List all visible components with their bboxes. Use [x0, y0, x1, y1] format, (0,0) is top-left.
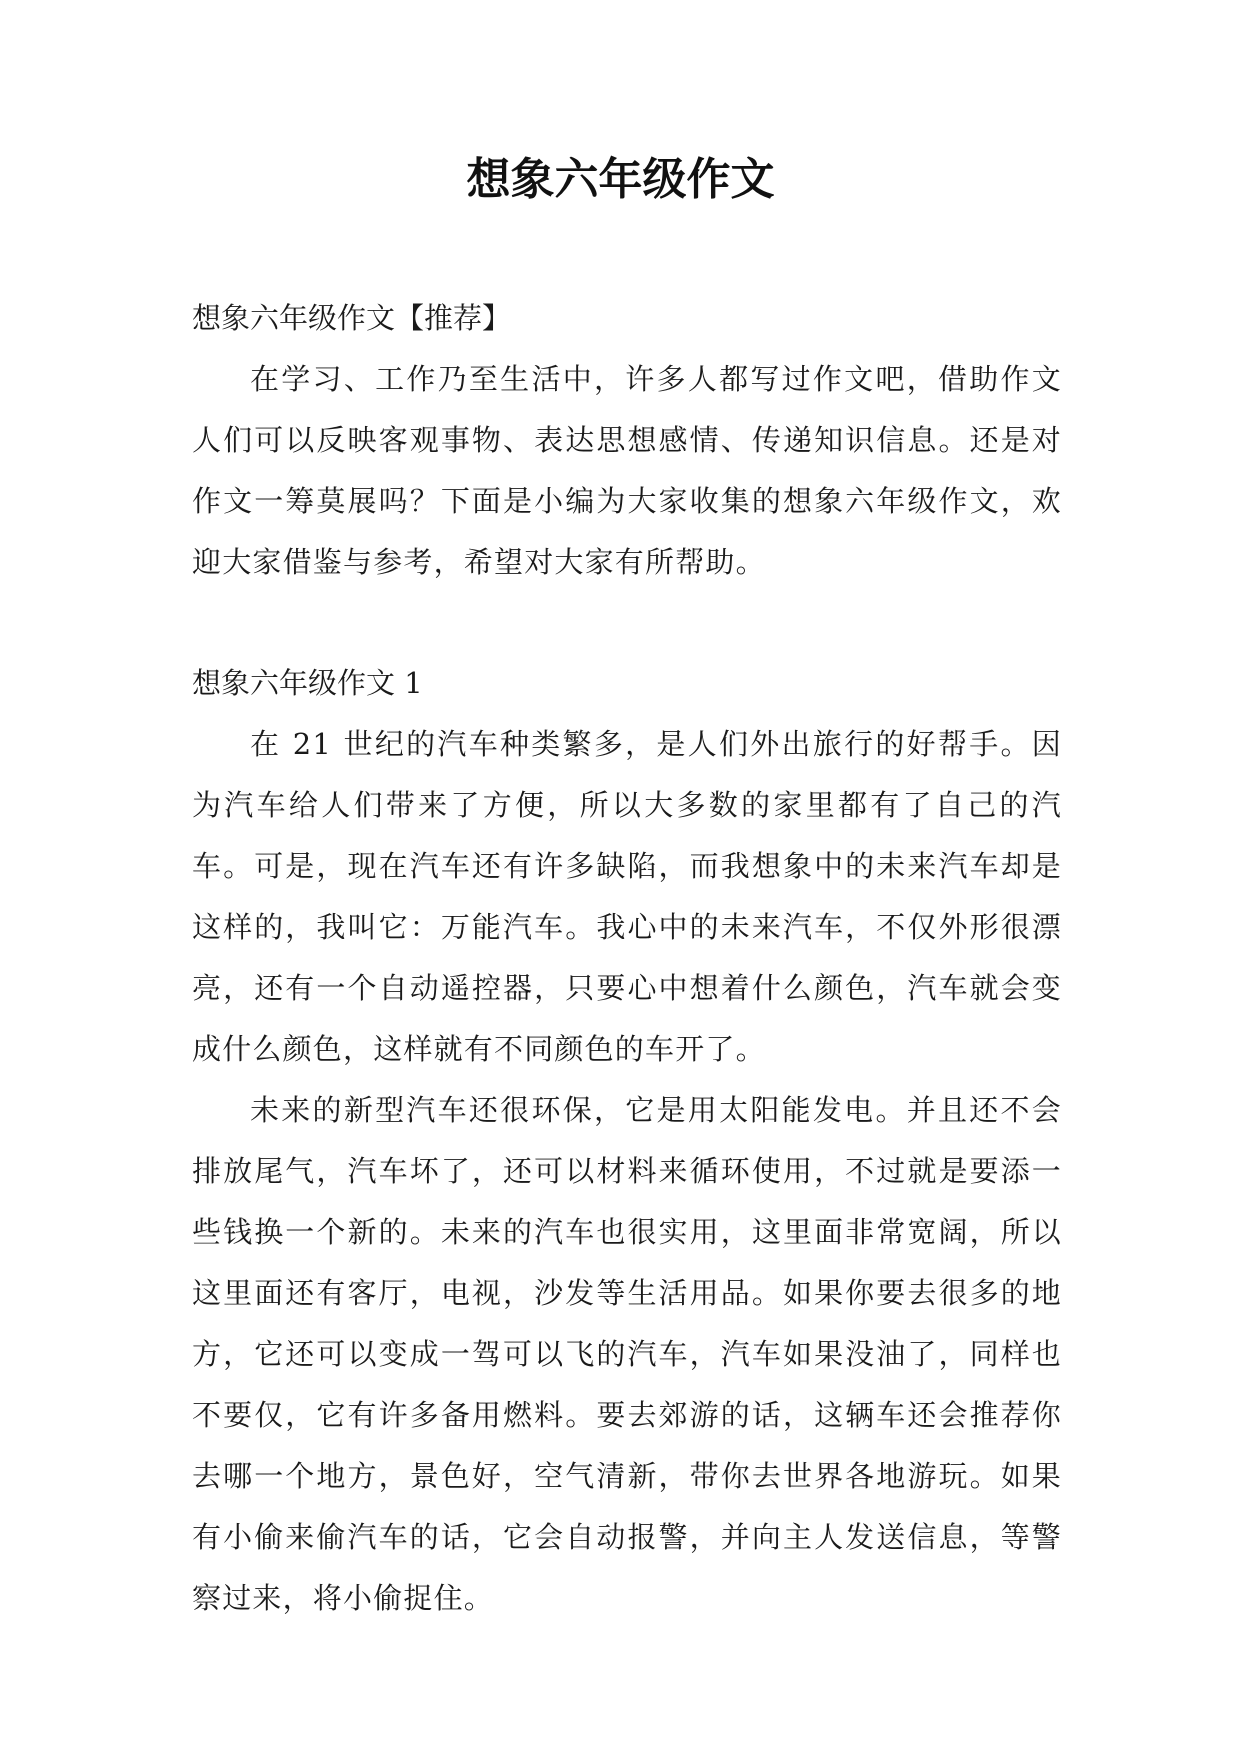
intro-paragraph: 在学习、工作乃至生活中，许多人都写过作文吧，借助作文人们可以反映客观事物、表达思想感情、传递知识信息。还是对作文一筹莫展吗？下面是小编为大家收集的想象六年级作文，欢迎大家借鉴与参考，希望对大家有所帮助。	[192, 362, 1062, 579]
essay-1-heading: 想象六年级作文 1	[192, 666, 423, 700]
intro-heading: 想象六年级作文【推荐】	[192, 301, 512, 335]
section-spacer	[192, 593, 1062, 653]
document-body	[192, 288, 1062, 1629]
essay-1-paragraph-1: 在 21 世纪的汽车种类繁多，是人们外出旅行的好帮手。因为汽车给人们带来了方便，所以大多数的家里都有了自己的汽车。可是，现在汽车还有许多缺陷，而我想象中的未来汽车却是这样的，我叫它：万能汽车。我心中的未来汽车，不仅外形很漂亮，还有一个自动遥控器，只要心中想着什么颜色，汽车就会变成什么颜色，这样就有不同颜色的车开了。	[192, 727, 1062, 1066]
document-title: 想象六年级作文	[466, 154, 775, 205]
essay-1-paragraph-2: 未来的新型汽车还很环保，它是用太阳能发电。并且还不会排放尾气，汽车坏了，还可以材料来循环使用，不过就是要添一些钱换一个新的。未来的汽车也很实用，这里面非常宽阔，所以这里面还有客厅，电视，沙发等生活用品。如果你要去很多的地方，它还可以变成一驾可以飞的汽车，汽车如果没油了，同样也不要仅，它有许多备用燃料。要去郊游的话，这辆车还会推荐你去哪一个地方，景色好，空气清新，带你去世界各地游玩。如果有小偷来偷汽车的话，它会自动报警，并向主人发送信息，等警察过来，将小偷捉住。	[192, 1093, 1062, 1615]
